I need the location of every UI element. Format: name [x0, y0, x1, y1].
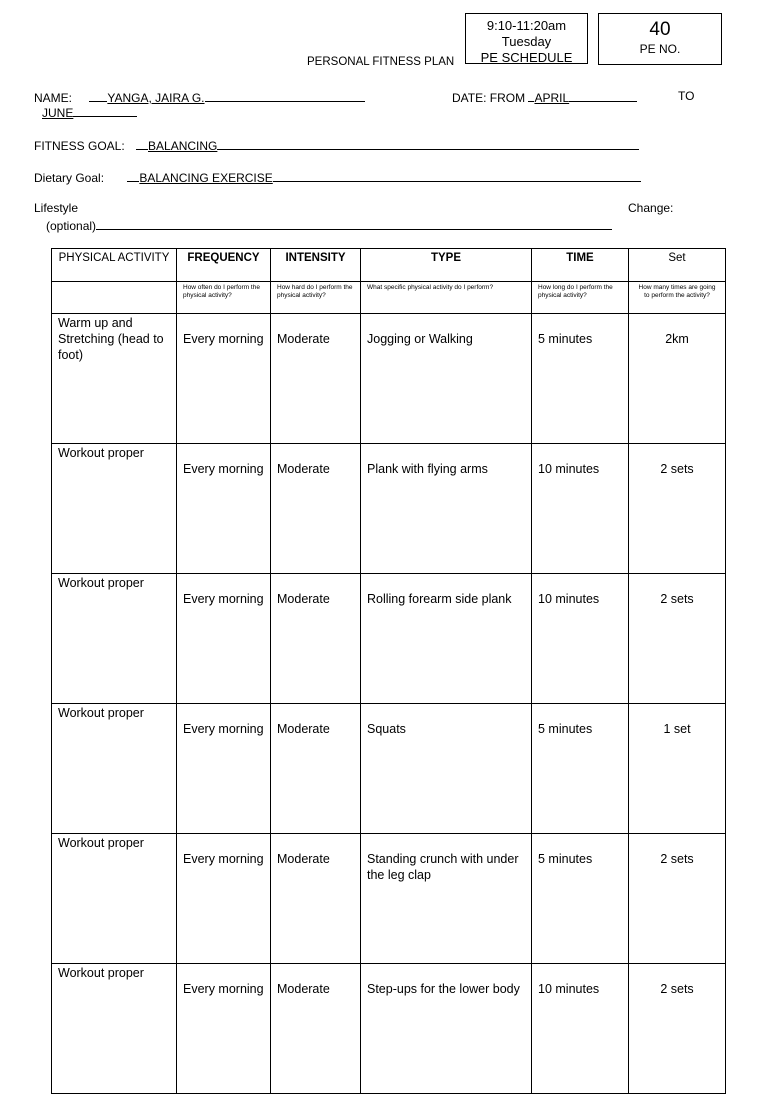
cell-frequency: Every morning	[177, 444, 271, 574]
table-row	[52, 574, 726, 704]
cell-intensity: Moderate	[271, 444, 361, 574]
table-header-row	[52, 249, 726, 282]
cell-time: 5 minutes	[532, 834, 629, 964]
cell-set: 2 sets	[629, 444, 726, 574]
fitness-goal-label: FITNESS GOAL:	[34, 139, 125, 153]
lifestyle-optional-label: (optional)	[46, 219, 97, 233]
cell-intensity: Moderate	[271, 834, 361, 964]
table-row	[52, 704, 726, 834]
date-to-value: JUNE	[42, 106, 74, 120]
subheader-time: How long do I perform the physical activity?	[532, 282, 629, 314]
cell-set: 2 sets	[629, 574, 726, 704]
table-row	[52, 444, 726, 574]
cell-type: Step-ups for the lower body	[361, 964, 532, 1094]
cell-time: 5 minutes	[532, 704, 629, 834]
cell-activity: Workout proper	[52, 704, 177, 834]
table-row	[52, 314, 726, 444]
cell-type: Squats	[361, 704, 532, 834]
dietary-goal-row	[34, 169, 641, 186]
subheader-set: How many times are going to perform the activity?	[629, 282, 726, 314]
lifestyle-label: Lifestyle	[34, 201, 79, 215]
subheader-type: What specific physical activity do I perform?	[361, 282, 532, 314]
name-label: NAME:	[34, 91, 73, 105]
header-time: TIME	[532, 249, 629, 282]
schedule-time: 9:10-11:20am	[486, 18, 567, 33]
cell-intensity: Moderate	[271, 314, 361, 444]
dietary-goal-value: BALANCING EXERCISE	[139, 171, 273, 185]
date-from-label: DATE: FROM	[452, 91, 526, 105]
cell-frequency: Every morning	[177, 834, 271, 964]
subheader-frequency: How often do I perform the physical activity?	[177, 282, 271, 314]
cell-activity: Workout proper	[52, 574, 177, 704]
pe-schedule-box	[465, 13, 588, 64]
pe-number-label: PE NO.	[639, 42, 681, 56]
schedule-day: Tuesday	[501, 34, 552, 49]
pe-number-value: 40	[649, 19, 671, 40]
subheader-physical-activity	[52, 282, 177, 314]
cell-type: Rolling forearm side plank	[361, 574, 532, 704]
cell-time: 5 minutes	[532, 314, 629, 444]
subheader-intensity: How hard do I perform the physical activity?	[271, 282, 361, 314]
cell-intensity: Moderate	[271, 704, 361, 834]
fitness-goal-row	[34, 137, 639, 154]
cell-type: Jogging or Walking	[361, 314, 532, 444]
header-intensity: INTENSITY	[271, 249, 361, 282]
pe-number-box	[598, 13, 722, 65]
date-row	[452, 89, 637, 106]
cell-activity: Workout proper	[52, 834, 177, 964]
table-row	[52, 834, 726, 964]
cell-frequency: Every morning	[177, 574, 271, 704]
dietary-goal-label: Dietary Goal:	[34, 171, 105, 185]
header-set: Set	[629, 249, 726, 282]
schedule-label: PE SCHEDULE	[480, 50, 573, 64]
header-frequency: FREQUENCY	[177, 249, 271, 282]
table-subheader-row	[52, 282, 726, 314]
cell-time: 10 minutes	[532, 964, 629, 1094]
lifestyle-optional-row	[46, 217, 612, 234]
cell-type: Standing crunch with under the leg clap	[361, 834, 532, 964]
cell-time: 10 minutes	[532, 574, 629, 704]
header-physical-activity: PHYSICAL ACTIVITY	[52, 249, 177, 282]
cell-activity: Warm up and Stretching (head to foot)	[52, 314, 177, 444]
date-to-row	[42, 104, 137, 121]
table-row	[52, 964, 726, 1094]
cell-intensity: Moderate	[271, 574, 361, 704]
cell-activity: Workout proper	[52, 964, 177, 1094]
cell-set: 1 set	[629, 704, 726, 834]
cell-frequency: Every morning	[177, 964, 271, 1094]
cell-set: 2 sets	[629, 964, 726, 1094]
cell-frequency: Every morning	[177, 704, 271, 834]
name-value: YANGA, JAIRA G.	[107, 91, 205, 105]
lifestyle-change-label: Change:	[628, 201, 674, 215]
cell-time: 10 minutes	[532, 444, 629, 574]
fitness-goal-value: BALANCING	[148, 139, 218, 153]
page-title: PERSONAL FITNESS PLAN	[307, 56, 455, 68]
cell-set: 2km	[629, 314, 726, 444]
header-type: TYPE	[361, 249, 532, 282]
cell-type: Plank with flying arms	[361, 444, 532, 574]
date-from-value: APRIL	[534, 91, 570, 105]
date-to-label: TO	[678, 89, 695, 103]
cell-intensity: Moderate	[271, 964, 361, 1094]
cell-frequency: Every morning	[177, 314, 271, 444]
cell-activity: Workout proper	[52, 444, 177, 574]
cell-set: 2 sets	[629, 834, 726, 964]
activity-table	[51, 248, 726, 1094]
